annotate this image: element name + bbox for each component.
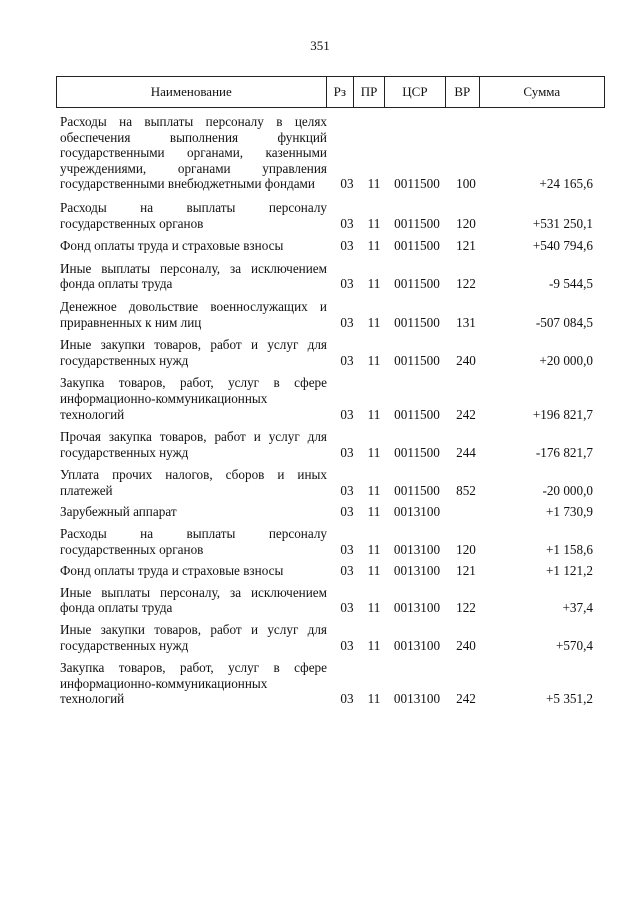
table-row xyxy=(60,429,605,460)
row-csr: 0011500 xyxy=(394,406,440,422)
row-pr: 11 xyxy=(367,352,381,368)
row-name: Зарубежный аппарат xyxy=(60,504,177,520)
row-csr: 0011500 xyxy=(394,176,440,192)
row-name: Расходы на выплаты персоналу в целях обеспечения выполнения функций государственными органами, казенными учреждениями, органами управления государственными внебюджетными фондами xyxy=(60,114,327,192)
row-rz: 03 xyxy=(340,314,354,330)
row-name: Закупка товаров, работ, услуг в сфере информационно-коммуникационных технологий xyxy=(60,660,327,707)
row-pr: 11 xyxy=(367,563,381,579)
row-csr: 0013100 xyxy=(393,504,441,520)
row-vr: 242 xyxy=(456,691,476,707)
row-name: Иные выплаты персоналу, за исключением фонда оплаты труда xyxy=(60,584,327,616)
row-sum: +531 250,1 xyxy=(532,215,593,231)
row-name: Фонд оплаты труда и страховые взносы xyxy=(60,563,284,579)
row-pr: 11 xyxy=(367,314,381,330)
row-pr: 11 xyxy=(367,238,381,254)
row-rz: 03 xyxy=(340,276,354,292)
row-sum: +540 794,6 xyxy=(532,238,593,254)
row-rz: 03 xyxy=(340,563,354,579)
table-row xyxy=(60,114,605,192)
row-sum: +5 351,2 xyxy=(546,691,593,707)
row-name: Иные выплаты персоналу, за исключением фонда оплаты труда xyxy=(60,260,327,292)
table-row xyxy=(60,337,605,368)
table-row xyxy=(60,526,605,557)
table-row xyxy=(60,299,605,330)
row-rz: 03 xyxy=(340,444,354,460)
row-name: Денежное довольствие военнослужащих и приравненных к ним лиц xyxy=(60,298,327,330)
table-body xyxy=(60,108,605,707)
table-row xyxy=(60,504,605,520)
row-csr: 0011500 xyxy=(394,238,440,254)
column-header-pr: ПР xyxy=(354,77,385,107)
row-vr: 240 xyxy=(456,637,476,653)
row-pr: 11 xyxy=(367,691,381,707)
row-name: Уплата прочих налогов, сборов и иных платежей xyxy=(60,467,327,498)
row-vr: 121 xyxy=(456,238,476,254)
page-number: 351 xyxy=(310,38,330,53)
row-csr: 0011500 xyxy=(394,215,440,231)
row-rz: 03 xyxy=(340,541,354,557)
row-pr: 11 xyxy=(367,482,381,498)
row-vr: 120 xyxy=(456,215,476,231)
table-row xyxy=(60,467,605,498)
row-csr: 0011500 xyxy=(394,352,440,368)
table-row xyxy=(60,622,605,653)
row-vr: 121 xyxy=(456,563,476,579)
row-vr: 852 xyxy=(456,482,476,498)
row-pr: 11 xyxy=(367,215,381,231)
row-name: Закупка товаров, работ, услуг в сфере информационно-коммуникационных технологий xyxy=(60,375,327,422)
row-sum: -176 821,7 xyxy=(535,444,593,460)
row-rz: 03 xyxy=(340,600,354,616)
table-row xyxy=(60,585,605,616)
column-header-name: Наименование xyxy=(57,77,327,107)
row-name: Иные закупки товаров, работ и услуг для государственных нужд xyxy=(60,337,327,368)
column-header-vr: ВР xyxy=(446,77,480,107)
row-sum: +196 821,7 xyxy=(532,406,593,422)
row-vr: 242 xyxy=(456,406,476,422)
row-sum: +1 730,9 xyxy=(546,504,593,520)
row-csr: 0011500 xyxy=(394,444,440,460)
row-vr: 100 xyxy=(456,176,476,192)
table-row xyxy=(60,375,605,422)
row-csr: 0013100 xyxy=(393,637,441,653)
row-pr: 11 xyxy=(367,406,381,422)
table-row xyxy=(60,261,605,292)
row-rz: 03 xyxy=(340,176,354,192)
row-name: Прочая закупка товаров, работ и услуг для государственных нужд xyxy=(60,429,327,460)
row-pr: 11 xyxy=(367,541,381,557)
row-csr: 0013100 xyxy=(393,600,441,616)
row-pr: 11 xyxy=(367,600,381,616)
table-row xyxy=(60,660,605,707)
row-sum: +20 000,0 xyxy=(539,352,593,368)
row-csr: 0013100 xyxy=(393,563,441,579)
row-vr: 240 xyxy=(456,352,476,368)
row-rz: 03 xyxy=(340,637,354,653)
row-sum: +24 165,6 xyxy=(539,176,593,192)
table-row xyxy=(60,200,605,231)
row-pr: 11 xyxy=(367,504,381,520)
row-name: Расходы на выплаты персоналу государственных органов xyxy=(60,199,327,231)
column-header-csr: ЦСР xyxy=(385,77,446,107)
row-sum: +570,4 xyxy=(555,637,593,653)
row-csr: 0013100 xyxy=(393,541,441,557)
row-sum: +37,4 xyxy=(562,600,593,616)
row-vr: 120 xyxy=(456,541,476,557)
row-rz: 03 xyxy=(340,504,354,520)
row-rz: 03 xyxy=(340,691,354,707)
row-rz: 03 xyxy=(340,482,354,498)
row-name: Фонд оплаты труда и страховые взносы xyxy=(60,238,284,254)
row-vr: 244 xyxy=(456,444,476,460)
row-sum: +1 121,2 xyxy=(546,563,593,579)
row-pr: 11 xyxy=(367,444,381,460)
row-rz: 03 xyxy=(340,238,354,254)
table-row xyxy=(60,563,605,579)
row-sum: -507 084,5 xyxy=(535,314,593,330)
row-rz: 03 xyxy=(340,406,354,422)
row-csr: 0011500 xyxy=(394,276,440,292)
row-rz: 03 xyxy=(340,215,354,231)
row-name: Иные закупки товаров, работ и услуг для государственных нужд xyxy=(60,622,327,653)
row-pr: 11 xyxy=(367,637,381,653)
row-vr: 131 xyxy=(456,314,476,330)
row-name: Расходы на выплаты персоналу государственных органов xyxy=(60,526,327,557)
row-rz: 03 xyxy=(340,352,354,368)
row-pr: 11 xyxy=(367,176,381,192)
row-vr: 122 xyxy=(456,600,476,616)
table-row xyxy=(60,238,605,254)
row-csr: 0013100 xyxy=(393,691,441,707)
row-pr: 11 xyxy=(367,276,381,292)
row-sum: -9 544,5 xyxy=(549,276,593,292)
row-sum: -20 000,0 xyxy=(542,482,593,498)
row-csr: 0011500 xyxy=(394,314,440,330)
column-header-rz: Рз xyxy=(327,77,355,107)
table-header xyxy=(56,76,605,108)
row-csr: 0011500 xyxy=(394,482,440,498)
row-vr: 122 xyxy=(456,276,476,292)
column-header-sum: Сумма xyxy=(523,84,561,99)
row-sum: +1 158,6 xyxy=(546,541,593,557)
